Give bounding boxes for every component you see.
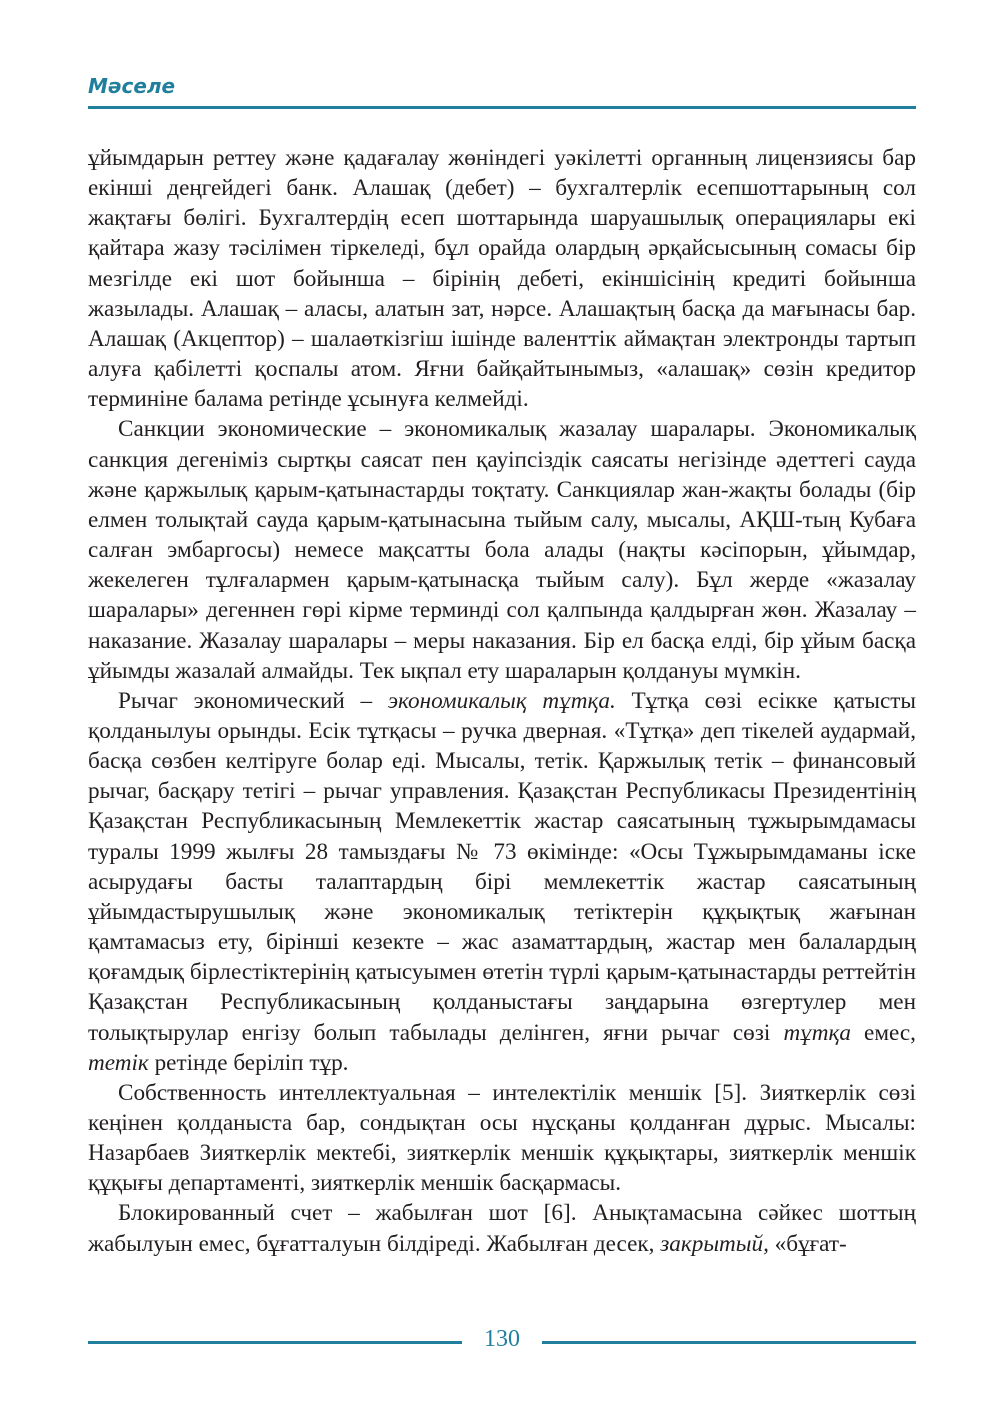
section-title: Мәселе [88, 74, 176, 98]
italic-term: закрытый, [660, 1230, 769, 1257]
paragraph-3 [88, 686, 916, 1078]
italic-term: тұтқа [783, 1019, 851, 1046]
header-rule [88, 106, 916, 109]
paragraph-4 [88, 1078, 916, 1199]
paragraph-1 [88, 143, 916, 414]
text-run: «бұғат- [768, 1230, 847, 1257]
text-run: Санкции экономические – экономикалық жазалау шаралары. Экономикалық санкция дегеніміз сыртқы саясат пен қауіпсіздік саясаты негізінде әдеттегі сауда және қаржылық қарым-қатынастарды тоқтату. Санкциялар жан-жақты болады (бір елмен толықтай сауда қарым-қатынасына тыйым салу, мысалы, АҚШ-тың Кубаға салған эмбаргосы) немесе мақсатты бола алады (нақты кәсіпорын, ұйымдар, жекелеген тұлғалармен қарым-қатынасқа тыйым салу). Бұл жерде «жазалау шаралары» дегеннен гөрі кірме терминді сол қалпында қалдырған жөн. Жазалау – наказание. Жазалау шаралары – меры наказания. Бір ел басқа елді, бір ұйым басқа ұйымды жазалай алмайды. Тек ықпал ету шараларын қолдануы мүмкін. [88, 416, 916, 684]
footer-rule-left [88, 1341, 462, 1344]
text-run: ұйымдарын реттеу және қадағалау жөніндегі уәкілетті органның лицензиясы бар екінші деңгейдегі банк. Алашақ (дебет) – бухгалтерлік есепшоттарының сол жақтағы бөлігі. Бухгалтердің есеп шоттарында шаруашылық операциялары екі қайтара жазу тәсілімен тіркеледі, бұл орайда олардың әрқайсысының сомасы бір мезгілде екі шот бойынша – бірінің дебеті, екіншісінің кредиті бойынша жазылады. Алашақ – аласы, алатын зат, нәрсе. Алашақтың басқа да мағынасы бар. Алашақ (Акцептор) – шалаөткізгіш ішінде валенттік аймақтан электронды тартып алуға қабілетті қоспалы атом. Яғни байқайтынымыз, «алашақ» сөзін кредитор терминіне балама ретінде ұсынуға келмейді. [88, 145, 916, 413]
italic-term: экономикалық тұтқа. [387, 687, 616, 714]
footer-rule-right [542, 1341, 916, 1344]
paragraph-2 [88, 414, 916, 685]
page-number: 130 [484, 1326, 520, 1352]
text-run: ретінде беріліп тұр. [148, 1049, 349, 1076]
text-run: Блокированный счет – жабылған шот [6]. Анықтамасына сәйкес шоттың жабылуын емес, бұғатталуын білдіреді. Жабылған десек, [88, 1200, 916, 1257]
text-run: Рычаг экономический – [118, 687, 388, 714]
paragraph-5 [88, 1198, 916, 1258]
page-header [88, 72, 916, 109]
body-text [88, 143, 916, 1259]
text-run: емес, [850, 1019, 916, 1046]
text-run: Собственность интеллектуальная – интелектілік меншік [5]. Зияткерлік сөзі кеңінен қолданыста бар, сондықтан осы нұсқаны қолданған дұрыс. Мысалы: Назарбаев Зияткерлік мектебі, зияткерлік меншік құқықтары, зияткерлік меншік құқығы департаменті, зияткерлік меншік басқармасы. [88, 1079, 916, 1197]
text-run: Тұтқа сөзі есікке қатысты қолданылуы орынды. Есік тұтқасы – ручка дверная. «Тұтқа» деп тікелей аудармай, басқа сөзбен келтіруге болар еді. Мысалы, тетік. Қаржылық тетік – финансовый рычаг, басқару тетігі – рычаг управления. Қазақстан Республикасы Президентінің Қазақстан Республикасының Мемлекеттік жастар саясатының тұжырымдамасы туралы 1999 жылғы 28 тамыздағы № 73 өкімінде: «Осы Тұжырымдаманы іске асырудағы басты талаптардың бірі мемлекеттік жастар саясатының ұйымдастырушылық және экономикалық тетіктерін құқықтық жағынан қамтамасыз ету, бірінші кезекте – жас азаматтардың, жастар мен балалардың қоғамдық бірлестіктерінің қатысуымен өтетін түрлі қарым-қатынастарды реттейтін Қазақстан Республикасының қолданыстағы заңдарына өзгертулер мен толықтырулар енгізу болып табылады делінген, яғни рычаг сөзі [88, 687, 916, 1046]
italic-term: тетік [88, 1049, 149, 1076]
page-footer [88, 1322, 916, 1362]
